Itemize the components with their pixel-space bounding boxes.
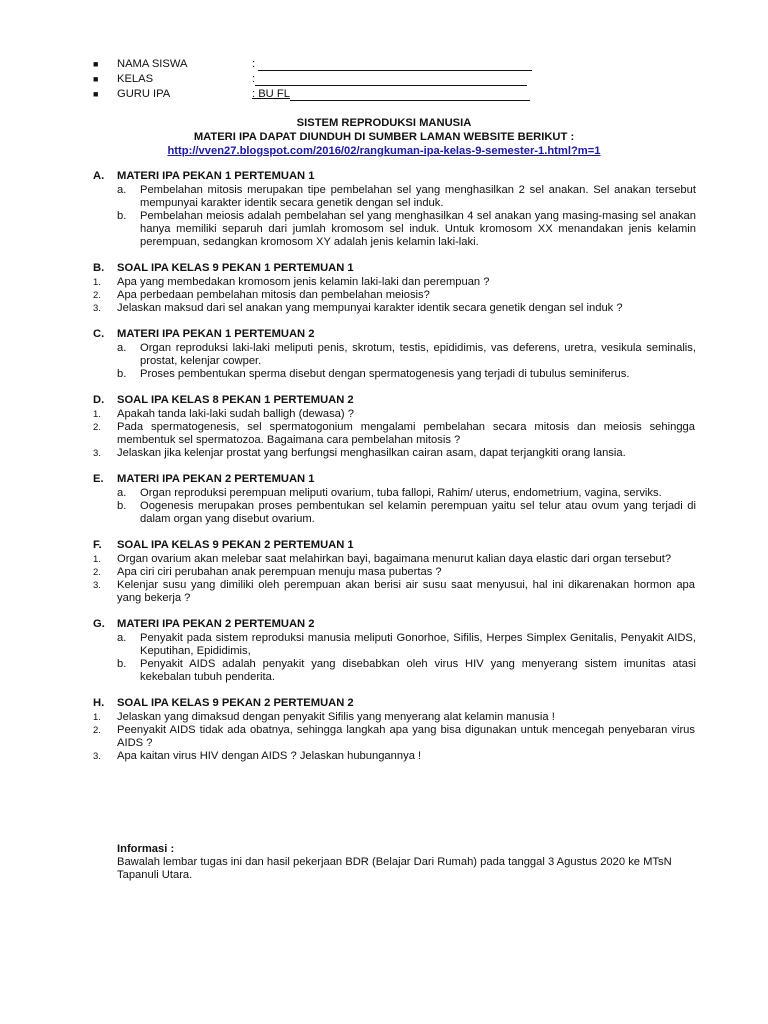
- item-marker: 1.: [93, 409, 101, 420]
- item-marker: 2.: [93, 567, 101, 578]
- section-title: MATERI IPA PEKAN 1 PERTEMUAN 2: [117, 328, 315, 340]
- material-item: [0, 210, 768, 249]
- item-text: Penyakit pada sistem reproduksi manusia meliputi Gonorhoe, Sifilis, Herpes Simplex Genitalis, Penyakit AIDS, Keputihan, Epididimis,: [140, 632, 696, 657]
- section-letter: C.: [93, 328, 105, 340]
- section-heading: [0, 262, 768, 276]
- section-f: [0, 539, 768, 605]
- item-text: Jelaskan jika kelenjar prostat yang berfungsi menghasilkan cairan asam, dapat terjangkiti orang lansia.: [117, 447, 626, 459]
- section-e: [0, 473, 768, 526]
- section-d: [0, 394, 768, 460]
- material-item: [0, 632, 768, 658]
- sections-container: [0, 170, 768, 776]
- material-item: [0, 500, 768, 526]
- field-value: : BU FL: [252, 88, 530, 101]
- material-item: [0, 487, 768, 500]
- item-text: Oogenesis merupakan proses pembentukan sel kelamin perempuan yaitu sel telur atau ovum yang terjadi di dalam organ yang disebut ovarium.: [140, 500, 696, 525]
- question-item: [0, 711, 768, 724]
- section-letter: G.: [93, 618, 105, 630]
- question-item: [0, 447, 768, 460]
- header-row-nama: [0, 58, 768, 73]
- item-text: Jelaskan yang dimaksud dengan penyakit Sifilis yang menyerang alat kelamin manusia !: [117, 711, 555, 723]
- item-marker: 3.: [93, 580, 101, 591]
- section-heading: [0, 697, 768, 711]
- field-label: KELAS: [117, 73, 154, 85]
- item-marker: a.: [117, 487, 127, 499]
- question-item: [0, 553, 768, 566]
- item-text: Apakah tanda laki-laki sudah balligh (dewasa) ?: [117, 408, 354, 420]
- item-marker: 3.: [93, 448, 101, 459]
- item-marker: 1.: [93, 554, 101, 565]
- section-g: [0, 618, 768, 684]
- field-value: :: [252, 58, 532, 71]
- material-item: [0, 368, 768, 381]
- section-letter: F.: [93, 539, 102, 551]
- section-title: SOAL IPA KELAS 9 PEKAN 2 PERTEMUAN 2: [117, 697, 354, 709]
- section-title: MATERI IPA PEKAN 2 PERTEMUAN 2: [117, 618, 315, 630]
- section-title: SOAL IPA KELAS 9 PEKAN 2 PERTEMUAN 1: [117, 539, 354, 551]
- field-label: GURU IPA: [117, 88, 171, 100]
- section-heading: [0, 328, 768, 342]
- item-text: Organ reproduksi laki-laki meliputi penis, skrotum, testis, epididimis, vas deferens, uretra, vesikula seminalis, prostat, kelenjar cowper.: [140, 342, 696, 367]
- section-letter: H.: [93, 697, 105, 709]
- section-heading: [0, 473, 768, 487]
- info-text: Bawalah lembar tugas ini dan hasil pekerjaan BDR (Belajar Dari Rumah) pada tanggal 3 Agustus 2020 ke MTsN Tapanuli Utara.: [117, 856, 672, 881]
- info-label: Informasi :: [117, 843, 175, 855]
- document-subtitle: MATERI IPA DAPAT DIUNDUH DI SUMBER LAMAN WEBSITE BERIKUT :: [193, 131, 575, 143]
- item-marker: 3.: [93, 751, 101, 762]
- section-letter: A.: [93, 170, 105, 182]
- item-text: Apa perbedaan pembelahan mitosis dan pembelahan meiosis?: [117, 289, 430, 301]
- section-letter: E.: [93, 473, 104, 485]
- item-marker: 2.: [93, 725, 101, 736]
- item-marker: b.: [117, 658, 127, 670]
- section-letter: B.: [93, 262, 105, 274]
- source-link[interactable]: http://vven27.blogspot.com/2016/02/rangkuman-ipa-kelas-9-semester-1.html?m=1: [167, 145, 601, 157]
- item-marker: 3.: [93, 303, 101, 314]
- material-item: [0, 658, 768, 684]
- section-heading: [0, 394, 768, 408]
- bullet-icon: ■: [93, 59, 99, 69]
- question-item: [0, 408, 768, 421]
- info-block: [117, 843, 697, 882]
- question-item: [0, 724, 768, 750]
- field-value: :: [252, 73, 527, 86]
- field-label: NAMA SISWA: [117, 58, 188, 70]
- section-heading: [0, 170, 768, 184]
- material-item: [0, 342, 768, 368]
- section-title: MATERI IPA PEKAN 2 PERTEMUAN 1: [117, 473, 315, 485]
- item-marker: a.: [117, 632, 127, 644]
- header-row-kelas: [0, 73, 768, 88]
- item-text: Pembelahan mitosis merupakan tipe pembelahan sel yang menghasilkan 2 sel anakan. Sel anakan tersebut mempunyai karakter identik secara genetik dengan sel induk.: [140, 184, 696, 209]
- section-c: [0, 328, 768, 381]
- question-item: [0, 750, 768, 763]
- item-marker: 2.: [93, 422, 101, 433]
- section-letter: D.: [93, 394, 105, 406]
- item-marker: a.: [117, 342, 127, 354]
- section-title: SOAL IPA KELAS 8 PEKAN 1 PERTEMUAN 2: [117, 394, 354, 406]
- question-item: [0, 566, 768, 579]
- item-text: Peenyakit AIDS tidak ada obatnya, sehingga langkah apa yang bisa digunakan untuk mencegah penyebaran virus AIDS ?: [117, 724, 695, 749]
- item-text: Apa kaitan virus HIV dengan AIDS ? Jelaskan hubungannya !: [117, 750, 422, 762]
- item-text: Jelaskan maksud dari sel anakan yang mempunyai karakter identik secara genetik dengan sel induk ?: [117, 302, 623, 314]
- section-b: [0, 262, 768, 315]
- bullet-icon: ■: [93, 74, 99, 84]
- bullet-icon: ■: [93, 89, 99, 99]
- item-marker: 1.: [93, 712, 101, 723]
- item-text: Apa yang membedakan kromosom jenis kelamin laki-laki dan perempuan ?: [117, 276, 490, 288]
- item-marker: b.: [117, 500, 127, 512]
- section-title: SOAL IPA KELAS 9 PEKAN 1 PERTEMUAN 1: [117, 262, 354, 274]
- item-text: Pembelahan meiosis adalah pembelahan sel yang menghasilkan 4 sel anakan yang masing-masing sel anakan hanya memiliki separuh dari jumlah kromosom sel induk. Untuk kromosom XX menandakan jenis kelamin perempuan, sedangkan kromosom XY adalah jenis kelamin laki-laki.: [140, 210, 696, 248]
- item-marker: b.: [117, 210, 127, 222]
- section-h: [0, 697, 768, 763]
- section-heading: [0, 618, 768, 632]
- section-a: [0, 170, 768, 249]
- item-text: Kelenjar susu yang dimiliki oleh perempuan akan berisi air susu saat menyusui, hal ini dikarenakan hormon apa yang bekerja ?: [117, 579, 695, 604]
- question-item: [0, 579, 768, 605]
- item-marker: a.: [117, 184, 127, 196]
- material-item: [0, 184, 768, 210]
- header-row-guru: [0, 88, 768, 103]
- item-text: Proses pembentukan sperma disebut dengan spermatogenesis yang terjadi di tubulus seminiferus.: [140, 368, 630, 380]
- question-item: [0, 302, 768, 315]
- student-info-header: [0, 58, 768, 103]
- item-text: Apa ciri ciri perubahan anak perempuan menuju masa pubertas ?: [117, 566, 442, 578]
- question-item: [0, 276, 768, 289]
- question-item: [0, 421, 768, 447]
- item-marker: 1.: [93, 277, 101, 288]
- item-marker: 2.: [93, 290, 101, 301]
- item-text: Pada spermatogenesis, sel spermatogonium mengalami pembelahan secara mitosis dan meiosis sehingga membentuk sel spermatozoa. Bagaimana cara pembelahan mitosis ?: [117, 421, 695, 446]
- item-marker: b.: [117, 368, 127, 380]
- question-item: [0, 289, 768, 302]
- document-title: SISTEM REPRODUKSI MANUSIA: [296, 117, 472, 129]
- item-text: Organ reproduksi perempuan meliputi ovarium, tuba fallopi, Rahim/ uterus, endometrium, vagina, serviks.: [140, 487, 662, 499]
- item-text: Penyakit AIDS adalah penyakit yang disebabkan oleh virus HIV yang menyerang sistem imunitas atasi kekebalan tubuh penderita.: [140, 658, 696, 683]
- section-heading: [0, 539, 768, 553]
- item-text: Organ ovarium akan melebar saat melahirkan bayi, bagaimana menurut kalian daya elastic dari organ tersebut?: [117, 553, 672, 565]
- section-title: MATERI IPA PEKAN 1 PERTEMUAN 1: [117, 170, 315, 182]
